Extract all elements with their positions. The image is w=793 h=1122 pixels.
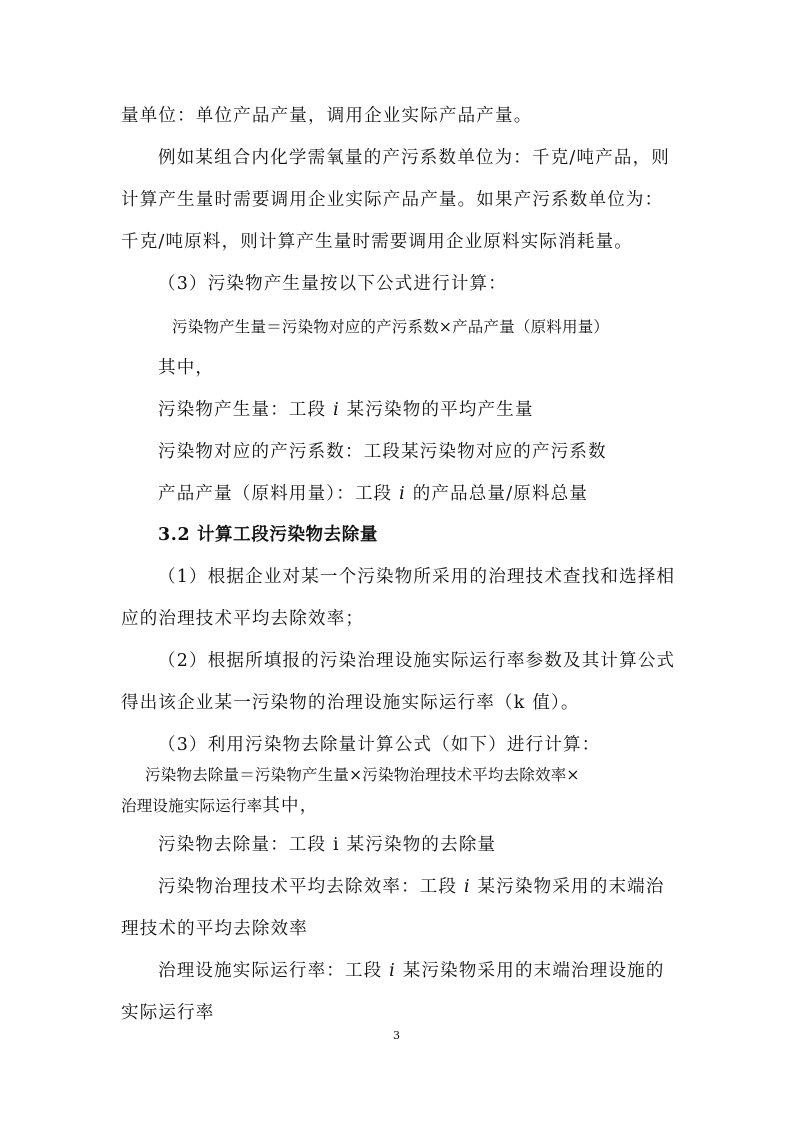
paragraph-line: （3）污染物产生量按以下公式进行计算： xyxy=(158,274,507,294)
paragraph-line: 量单位：单位产品产量，调用企业实际产品产量。 xyxy=(121,106,533,126)
definition-line xyxy=(158,482,588,506)
definition-line xyxy=(158,875,665,899)
definition-text: 某污染物采用的末端治 xyxy=(477,877,665,897)
definition-line xyxy=(158,398,534,422)
paragraph-line: （1）根据企业对某一个污染物所采用的治理技术查找和选择相 xyxy=(158,567,676,587)
section-heading: 3.2 计算工段污染物去除量 xyxy=(158,525,378,545)
definition-term: 治理设施实际运行率：工段 xyxy=(158,961,383,981)
definition-text: 某污染物采用的末端治理设施的 xyxy=(402,961,665,981)
variable-i: i xyxy=(399,484,406,504)
definition-line: 实际运行率 xyxy=(121,1003,215,1023)
formula-line: 污染物去除量＝污染物产生量×污染物治理技术平均去除效率× xyxy=(145,766,580,784)
definition-term: 污染物治理技术平均去除效率：工段 xyxy=(158,877,458,897)
definition-line: 理技术的平均去除效率 xyxy=(121,919,308,939)
paragraph-line: （3）利用污染物去除量计算公式（如下）进行计算： xyxy=(158,735,601,755)
paragraph-line: 应的治理技术平均去除效率； xyxy=(121,609,365,629)
paragraph-line: 例如某组合内化学需氧量的产污系数单位为：千克/吨产品，则 xyxy=(158,148,670,168)
variable-i: i xyxy=(333,400,340,420)
paragraph-line: 其中， xyxy=(158,358,215,378)
formula-continuation: 治理设施实际运行率 xyxy=(121,797,263,815)
paragraph-line: 得出该企业某一污染物的治理设施实际运行率（k 值）。 xyxy=(121,693,580,713)
definition-text: 的产品总量/原料总量 xyxy=(412,484,589,504)
definition-line xyxy=(158,959,665,983)
variable-i: i xyxy=(463,877,471,897)
paragraph-line: （2）根据所填报的污染治理设施实际运行率参数及其计算公式 xyxy=(158,651,676,671)
page-number: 3 xyxy=(393,1029,400,1042)
paragraph-text: 其中， xyxy=(262,796,319,816)
definition-term: 污染物产生量：工段 xyxy=(158,400,327,420)
definition-line: 污染物去除量：工段 i 某污染物的去除量 xyxy=(158,835,497,855)
formula-line xyxy=(121,795,318,817)
definition-line: 污染物对应的产污系数：工段某污染物对应的产污系数 xyxy=(158,442,607,462)
variable-i: i xyxy=(389,961,396,981)
paragraph-line: 千克/吨原料，则计算产生量时需要调用企业原料实际消耗量。 xyxy=(121,232,633,252)
definition-text: 某污染物的平均产生量 xyxy=(346,400,534,420)
formula-line: 污染物产生量＝污染物对应的产污系数×产品产量（原料用量） xyxy=(172,318,610,336)
definition-term: 产品产量（原料用量）：工段 xyxy=(158,484,393,504)
paragraph-line: 计算产生量时需要调用企业实际产品产量。如果产污系数单位为： xyxy=(121,190,664,210)
